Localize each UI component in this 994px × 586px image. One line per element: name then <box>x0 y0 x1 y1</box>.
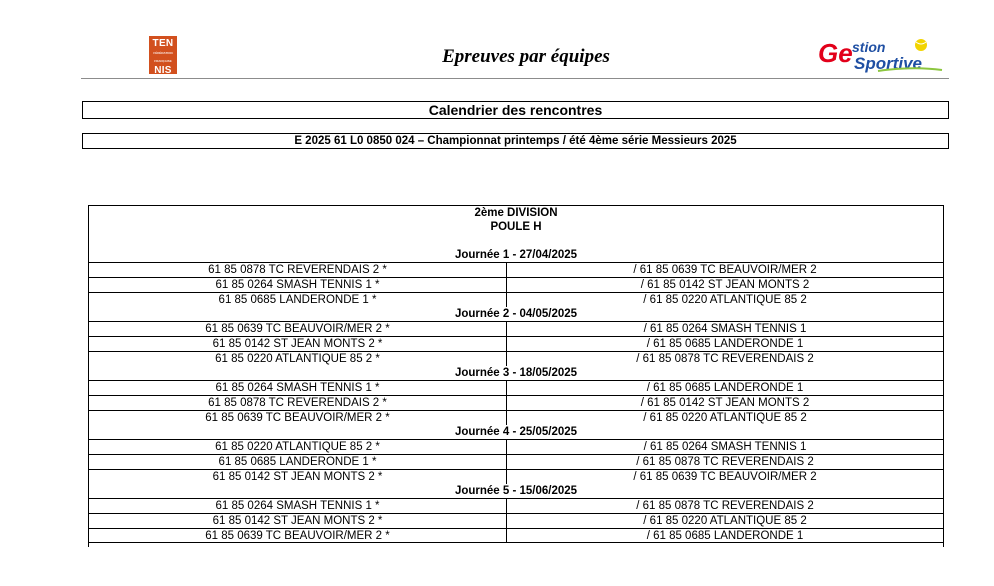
tennis-ball-icon <box>915 39 927 51</box>
calendar-title: Calendrier des rencontres <box>82 101 949 119</box>
away-team: / 61 85 0878 TC REVERENDAIS 2 <box>636 500 814 512</box>
home-team: 61 85 0878 TC REVERENDAIS 2 * <box>89 396 507 410</box>
match-row <box>89 277 943 292</box>
away-team: / 61 85 0220 ATLANTIQUE 85 2 <box>643 515 807 527</box>
round-title: Journée 5 - 15/06/2025 <box>454 485 578 497</box>
match-row <box>89 410 943 425</box>
away-team: / 61 85 0142 ST JEAN MONTS 2 <box>640 397 810 409</box>
home-team: 61 85 0639 TC BEAUVOIR/MER 2 * <box>89 411 507 425</box>
away-team: / 61 85 0878 TC REVERENDAIS 2 <box>636 456 814 468</box>
away-team: / 61 85 0685 LANDERONDE 1 <box>646 382 804 394</box>
away-team: / 61 85 0685 LANDERONDE 1 <box>646 338 804 350</box>
away-team: / 61 85 0220 ATLANTIQUE 85 2 <box>643 412 807 424</box>
match-row <box>89 262 943 277</box>
match-row <box>89 321 943 336</box>
away-team: / 61 85 0639 TC BEAUVOIR/MER 2 <box>633 264 817 276</box>
gs-logo-g: Ge <box>818 38 853 68</box>
match-row <box>89 498 943 513</box>
tennis-logo-middle: FÉDÉRATION FRANÇAISE <box>153 51 173 63</box>
away-team: / 61 85 0878 TC REVERENDAIS 2 <box>636 353 814 365</box>
match-row <box>89 351 943 366</box>
tennis-logo-top: TEN <box>152 38 174 49</box>
away-team: / 61 85 0220 ATLANTIQUE 85 2 <box>643 294 807 306</box>
match-row <box>89 513 943 528</box>
home-team: 61 85 0685 LANDERONDE 1 * <box>89 293 507 307</box>
championship-title: E 2025 61 L0 0850 024 – Championnat printemps / été 4ème série Messieurs 2025 <box>82 133 949 149</box>
home-team: 61 85 0220 ATLANTIQUE 85 2 * <box>89 440 507 454</box>
round-title: Journée 2 - 04/05/2025 <box>454 308 578 320</box>
home-team: 61 85 0220 ATLANTIQUE 85 2 * <box>89 352 507 366</box>
away-team: / 61 85 0264 SMASH TENNIS 1 <box>643 323 807 335</box>
home-team: 61 85 0142 ST JEAN MONTS 2 * <box>89 470 507 484</box>
home-team: 61 85 0639 TC BEAUVOIR/MER 2 * <box>89 322 507 336</box>
gs-logo-sportive: Sportive <box>854 54 923 73</box>
page-title: Epreuves par équipes <box>442 46 610 67</box>
match-row <box>89 380 943 395</box>
away-team: / 61 85 0264 SMASH TENNIS 1 <box>643 441 807 453</box>
match-row <box>89 454 943 469</box>
away-team: / 61 85 0639 TC BEAUVOIR/MER 2 <box>633 471 817 483</box>
away-team: / 61 85 0685 LANDERONDE 1 <box>646 530 804 542</box>
home-team: 61 85 0264 SMASH TENNIS 1 * <box>89 278 507 292</box>
match-row <box>89 439 943 454</box>
tennis-logo-bottom: NIS <box>154 65 172 76</box>
division-label: 2ème DIVISION <box>474 207 558 219</box>
match-row <box>89 292 943 307</box>
round-title: Journée 4 - 25/05/2025 <box>454 426 578 438</box>
header-divider <box>81 78 949 79</box>
match-row <box>89 469 943 484</box>
home-team: 61 85 0142 ST JEAN MONTS 2 * <box>89 337 507 351</box>
home-team: 61 85 0264 SMASH TENNIS 1 * <box>89 381 507 395</box>
match-row <box>89 395 943 410</box>
home-team: 61 85 0639 TC BEAUVOIR/MER 2 * <box>89 529 507 543</box>
match-row <box>89 336 943 351</box>
away-team: / 61 85 0142 ST JEAN MONTS 2 <box>640 279 810 291</box>
round-title: Journée 3 - 18/05/2025 <box>454 367 578 379</box>
pool-label: POULE H <box>490 221 542 233</box>
gestion-sportive-logo <box>818 36 944 74</box>
match-row <box>89 528 943 543</box>
fixtures-table <box>88 205 944 547</box>
home-team: 61 85 0264 SMASH TENNIS 1 * <box>89 499 507 513</box>
home-team: 61 85 0685 LANDERONDE 1 * <box>89 455 507 469</box>
gs-logo-stion: stion <box>852 39 886 55</box>
round-title: Journée 1 - 27/04/2025 <box>454 249 578 261</box>
home-team: 61 85 0142 ST JEAN MONTS 2 * <box>89 514 507 528</box>
home-team: 61 85 0878 TC REVERENDAIS 2 * <box>89 263 507 277</box>
